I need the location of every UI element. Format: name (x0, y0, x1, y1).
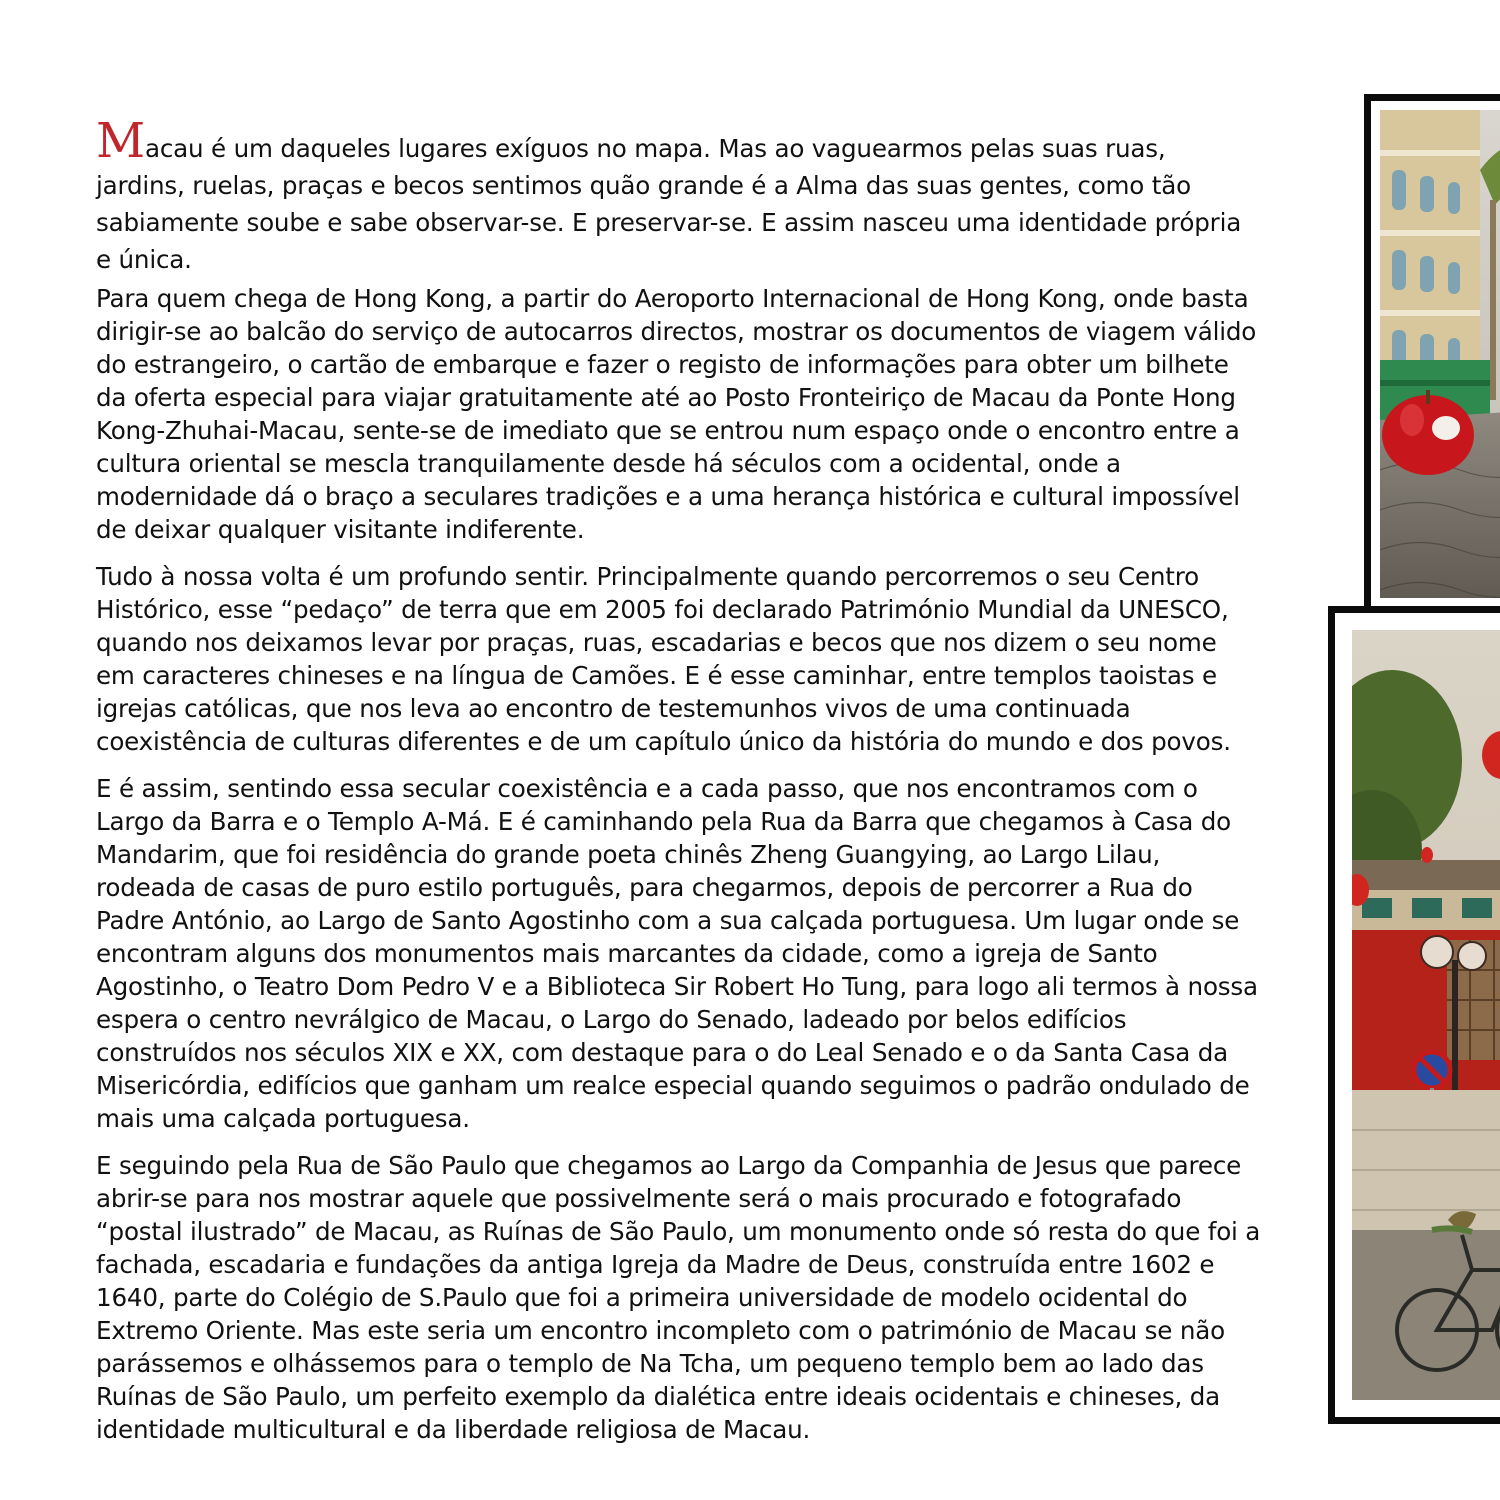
photo-frame-temple (1328, 606, 1500, 1424)
article-body (96, 113, 1261, 1460)
dropcap-letter: M (96, 113, 145, 169)
photo-temple-bicycle (1352, 630, 1500, 1400)
paragraph-ruinas-sao-paulo: E seguindo pela Rua de São Paulo que chegamos ao Largo da Companhia de Jesus que parece abrir-se para nos mostrar aquele que possivelmente será o mais procurado e fotografado “postal ilustrado” de Macau, as Ruínas de São Paulo, um monumento onde só resta do que foi a fachada, escadaria e fundações da antiga Igreja da Madre de Deus, construída entre 1602 e 1640, parte do Colégio de S.Paulo que foi a primeira universidade de modelo ocidental do Extremo Oriente. Mas este seria um encontro incompleto com o património de Macau se não parássemos e olhássemos para o templo de Na Tcha, um pequeno templo bem ao lado das Ruínas de São Paulo, um perfeito exemplo da dialética entre ideais ocidentais e chineses, da identidade multicultural e da liberdade religiosa de Macau. (96, 1151, 1261, 1444)
street-scene-image (1380, 110, 1500, 598)
paragraph-arrival: Para quem chega de Hong Kong, a partir do Aeroporto Internacional de Hong Kong, onde basta dirigir-se ao balcão do serviço de autocarros directos, mostrar os documentos de viagem válido do estrangeiro, o cartão de embarque e fazer o registo de informações para obter um bilhete da oferta especial para viajar gratuitamente até ao Posto Fronteiriço de Macau da Ponte Hong Kong-Zhuhai-Macau, sente-se de imediato que se entrou num espaço onde o encontro entre a cultura oriental se mescla tranquilamente desde há séculos com a ocidental, onde a modernidade dá o braço a seculares tradições e a uma herança histórica e cultural impossível de deixar qualquer visitante indiferente. (96, 284, 1257, 544)
temple-scene-image (1352, 630, 1500, 1400)
paragraph-intro (96, 113, 1261, 278)
photo-frame-street (1364, 94, 1500, 614)
paragraph-intro-text: acau é um daqueles lugares exíguos no mapa. Mas ao vaguearmos pelas suas ruas, jardins, ruelas, praças e becos sentimos quão grande é a Alma das suas gentes, como tão sabiamente soube e sabe observar-se. E preservar-se. E assim nasceu uma identidade própria e única. (96, 134, 1242, 274)
paragraph-historic-centre: Tudo à nossa volta é um profundo sentir. Principalmente quando percorremos o seu Centro Histórico, esse “pedaço” de terra que em 2005 foi declarado Património Mundial da UNESCO, quando nos deixamos levar por praças, ruas, escadarias e becos que nos dizem o seu nome em caracteres chineses e na língua de Camões. E é esse caminhar, entre templos taoistas e igrejas católicas, que nos leva ao encontro de testemunhos vivos de uma continuada coexistência de culturas diferentes e de um capítulo único da história do mundo e dos povos. (96, 562, 1231, 756)
photo-street-red-apple (1380, 110, 1500, 598)
paragraph-largo-da-barra: E é assim, sentindo essa secular coexistência e a cada passo, que nos encontramos com o Largo da Barra e o Templo A-Má. E é caminhando pela Rua da Barra que chegamos à Casa do Mandarim, que foi residência do grande poeta chinês Zheng Guangying, ao Largo Lilau, rodeada de casas de puro estilo português, para chegarmos, depois de percorrer a Rua do Padre António, ao Largo de Santo Agostinho com a sua calçada portuguesa. Um lugar onde se encontram alguns dos monumentos mais marcantes da cidade, como a igreja de Santo Agostinho, o Teatro Dom Pedro V e a Biblioteca Sir Robert Ho Tung, para logo ali termos à nossa espera o centro nevrálgico de Macau, o Largo do Senado, ladeado por belos edifícios construídos nos séculos XIX e XX, com destaque para o do Leal Senado e o da Santa Casa da Misericórdia, edifícios que ganham um realce especial quando seguimos o padrão ondulado de mais uma calçada portuguesa. (96, 774, 1258, 1133)
